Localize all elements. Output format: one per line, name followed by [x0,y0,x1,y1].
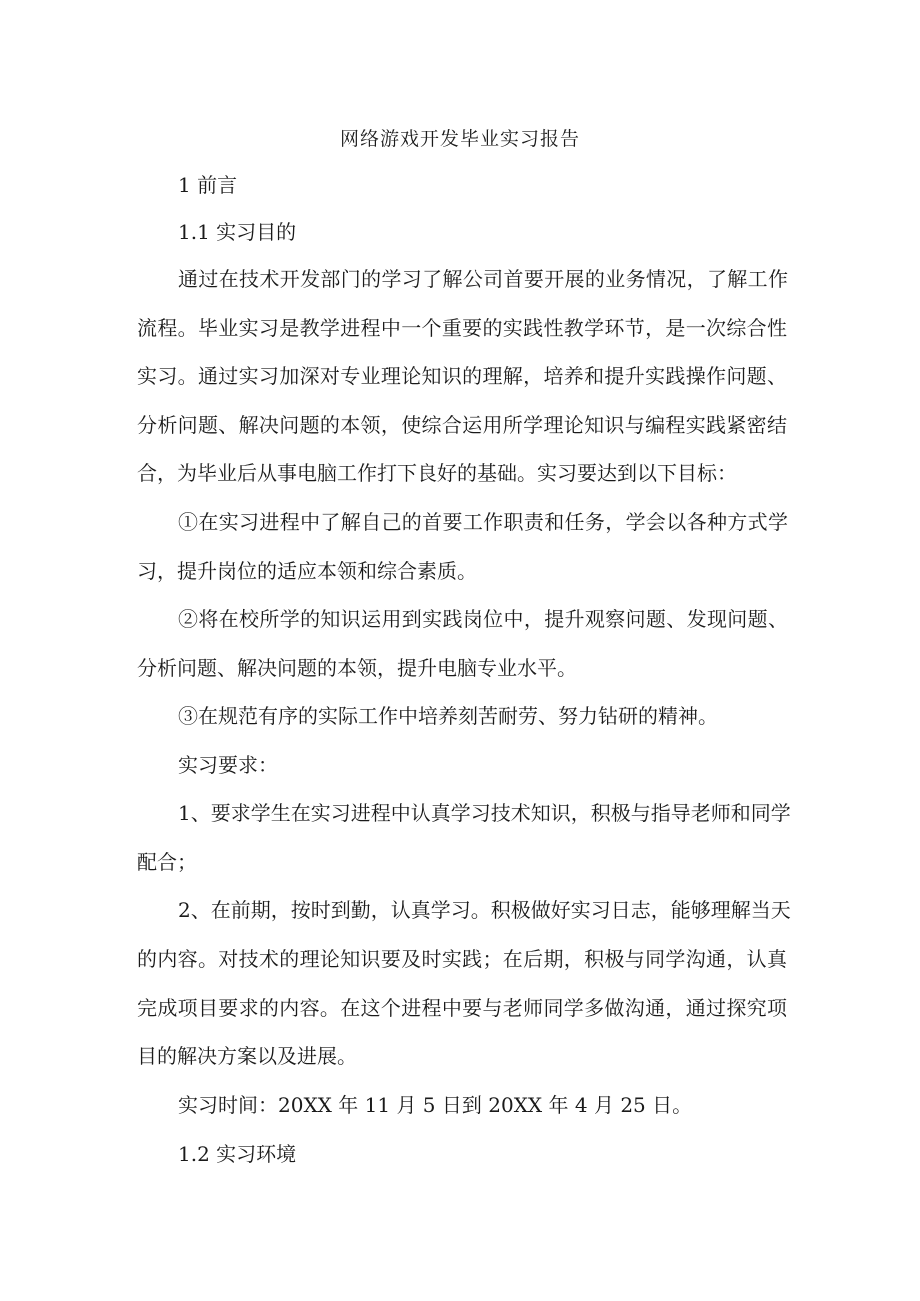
paragraph-line: 合，为毕业后从事电脑工作打下良好的基础。实习要达到以下目标： [137,461,737,485]
requirement-item-2-cont: 的内容。对技术的理论知识要及时实践；在后期，积极与同学沟通，认真 [137,947,787,971]
section-heading-preface: 1 前言 [178,173,238,197]
goal-item-2: ②将在校所学的知识运用到实践岗位中，提升观察问题、发现问题、 [178,607,788,631]
goal-item-1: ①在实习进程中了解自己的首要工作职责和任务，学会以各种方式学 [178,510,788,534]
paragraph-line: 流程。毕业实习是教学进程中一个重要的实践性教学环节，是一次综合性 [137,316,787,340]
requirement-item-2: 2、在前期，按时到勤，认真学习。积极做好实习日志，能够理解当天 [178,898,791,922]
requirement-item-1-cont: 配合； [137,850,197,874]
requirement-item-1: 1、要求学生在实习进程中认真学习技术知识，积极与指导老师和同学 [178,801,791,825]
requirements-heading: 实习要求： [178,753,278,777]
internship-time: 实习时间：20XX 年 11 月 5 日到 20XX 年 4 月 25 日。 [178,1093,693,1117]
paragraph-line: 通过在技术开发部门的学习了解公司首要开展的业务情况，了解工作 [178,267,788,291]
requirement-item-2-cont: 目的解决方案以及进展。 [137,1044,357,1068]
section-heading-environment: 1.2 实习环境 [178,1142,297,1166]
document-title: 网络游戏开发毕业实习报告 [339,128,580,150]
goal-item-3: ③在规范有序的实际工作中培养刻苦耐劳、努力钻研的精神。 [178,704,718,728]
paragraph-line: 实习。通过实习加深对专业理论知识的理解，培养和提升实践操作问题、 [137,364,787,388]
section-heading-purpose: 1.1 实习目的 [178,220,297,244]
goal-item-1-cont: 习，提升岗位的适应本领和综合素质。 [137,559,477,583]
requirement-item-2-cont: 完成项目要求的内容。在这个进程中要与老师同学多做沟通，通过探究项 [137,996,787,1020]
paragraph-line: 分析问题、解决问题的本领，使综合运用所学理论知识与编程实践紧密结 [137,413,787,437]
goal-item-2-cont: 分析问题、解决问题的本领，提升电脑专业水平。 [137,656,577,680]
